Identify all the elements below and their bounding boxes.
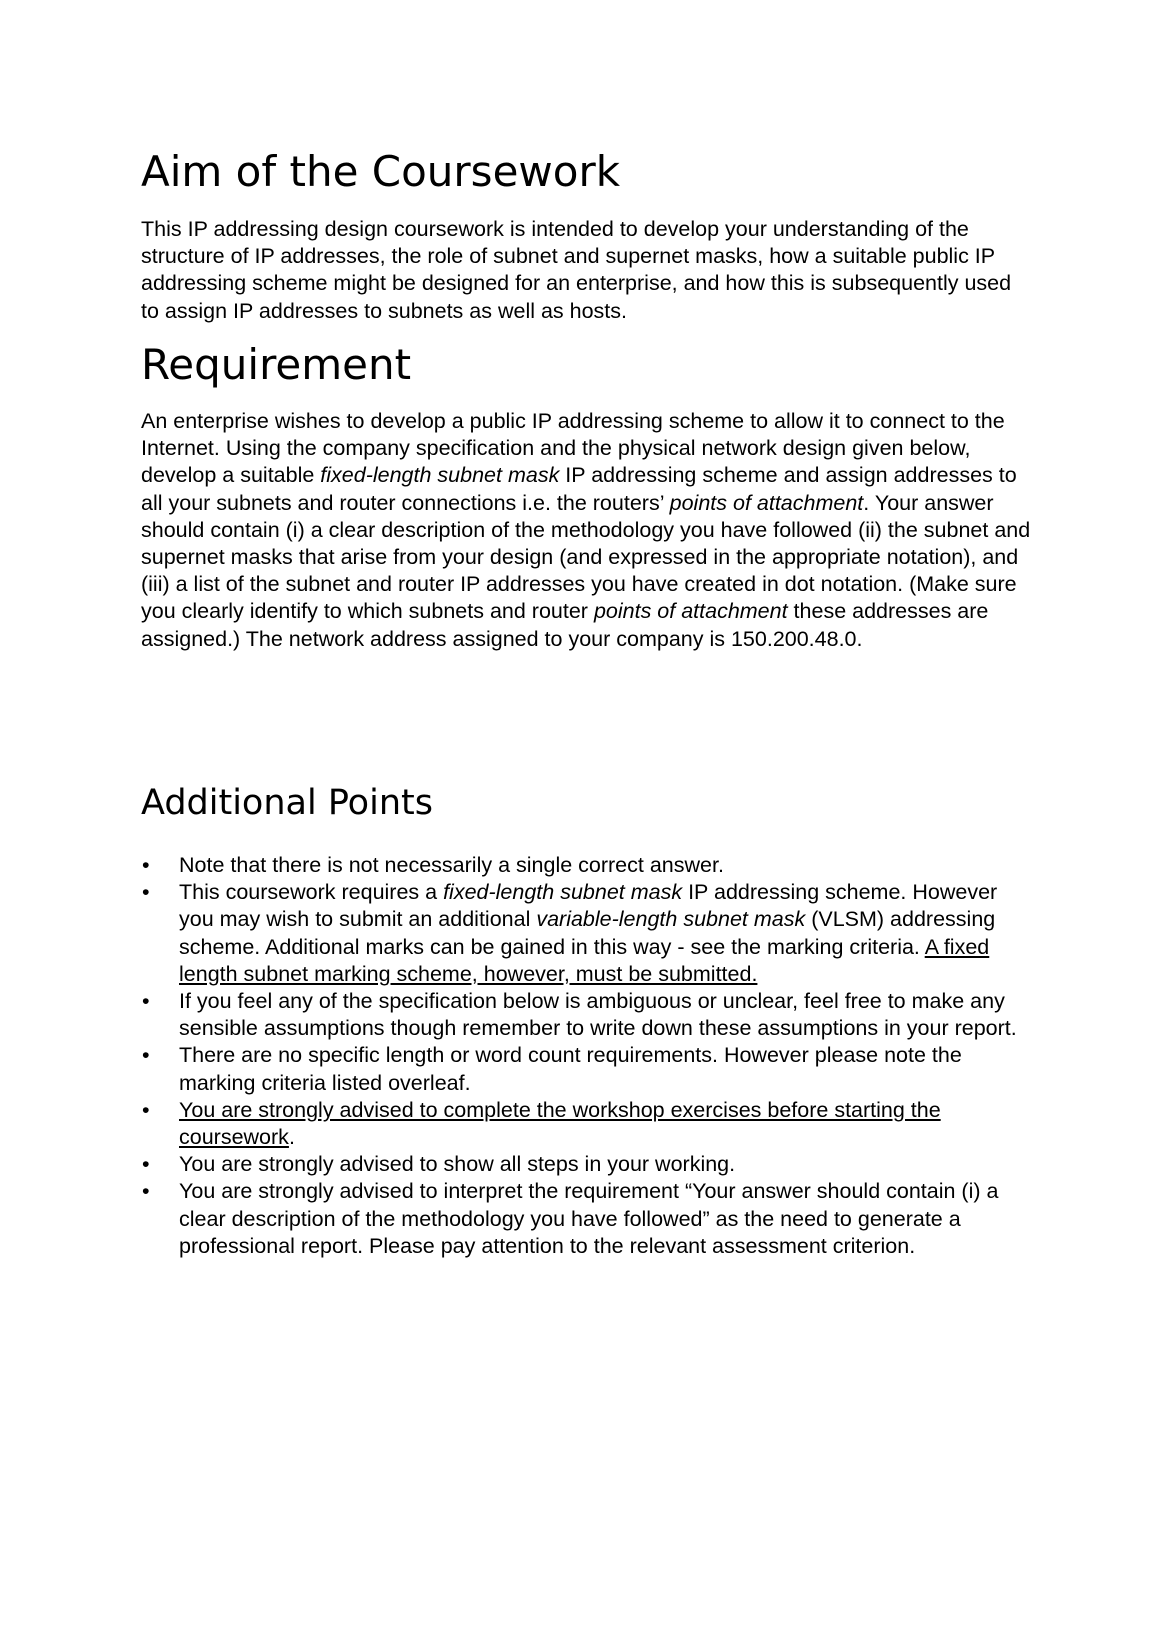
requirement-text-2: IP addressing scheme and assign addresses to all your subnets and router connections i.e. the routers’ bbox=[141, 463, 1017, 515]
list-item-underline: You are strongly advised to complete the workshop exercises before starting the coursework bbox=[179, 1097, 941, 1150]
requirement-text-4: these addresses are assigned.) The network address assigned to your company is 150.200.48.0. bbox=[141, 599, 989, 651]
requirement-em-3: points of attachment bbox=[593, 599, 788, 624]
list-item-underline: A fixed length subnet marking scheme, however, must be submitted. bbox=[179, 934, 990, 986]
bullet-icon: • bbox=[142, 1152, 150, 1177]
requirement-text-1: An enterprise wishes to develop a public IP addressing scheme to allow it to connect to the Internet. Using the company specification and the physical network design given below, develop a suitable bbox=[141, 409, 1005, 488]
requirement-paragraph bbox=[141, 408, 1031, 653]
list-item-text: (VLSM) addressing scheme. Additional marks can be gained in this way - see the marking criteria. bbox=[179, 907, 996, 959]
list-item bbox=[141, 1097, 1031, 1151]
list-item bbox=[141, 852, 1031, 879]
list-item-text: Note that there is not necessarily a single correct answer. bbox=[179, 853, 724, 877]
list-item-text: You are strongly advised to show all steps in your working. bbox=[179, 1152, 736, 1177]
aim-paragraph: This IP addressing design coursework is intended to develop your understanding of the structure of IP addresses, the role of subnet and supernet masks, how a suitable public IP addressing scheme might be designed for an enterprise, and how this is subsequently used to assign IP addresses to subnets as well as hosts. bbox=[141, 217, 1012, 323]
list-item-text: IP addressing scheme. However you may wish to submit an additional bbox=[179, 880, 998, 932]
bullet-icon: • bbox=[142, 880, 150, 905]
list-item-text: . bbox=[288, 1125, 295, 1150]
requirement-heading: Requirement bbox=[141, 340, 412, 389]
list-item-text: You are strongly advised to interpret the requirement “Your answer should contain (i) a clear description of the methodology you have followed” as the need to generate a professional report. Please pay attention to the relevant assessment criterion. bbox=[179, 1179, 999, 1258]
list-item bbox=[141, 1178, 1031, 1260]
bullet-icon: • bbox=[142, 853, 150, 877]
list-item-text: If you feel any of the specification below is ambiguous or unclear, feel free to make any sensible assumptions though remember to write down these assumptions in your report. bbox=[179, 989, 1017, 1041]
additional-points-list bbox=[141, 852, 1031, 1260]
additional-points-heading: Additional Points bbox=[141, 783, 433, 823]
list-item-text: There are no specific length or word count requirements. However please note the marking criteria listed overleaf. bbox=[179, 1043, 962, 1095]
bullet-icon: • bbox=[142, 1097, 150, 1122]
requirement-em-1: fixed-length subnet mask bbox=[320, 463, 560, 488]
bullet-icon: • bbox=[142, 1179, 150, 1204]
list-item bbox=[141, 988, 1031, 1042]
requirement-text-3: . Your answer should contain (i) a clear description of the methodology you have followed (ii) the subnet and supernet masks that arise from your design (and expressed in the appropriate notation), and (iii) a list of the subnet and router IP addresses you have created in dot notation. (Make sure you clearly identify to which subnets and router bbox=[141, 490, 1031, 624]
bullet-icon: • bbox=[142, 989, 150, 1014]
list-item-text: This coursework requires a bbox=[179, 880, 444, 905]
list-item bbox=[141, 1151, 1031, 1178]
list-item bbox=[141, 1042, 1031, 1096]
list-item-em: variable-length subnet mask bbox=[536, 907, 806, 932]
aim-heading: Aim of the Coursework bbox=[141, 147, 621, 196]
bullet-icon: • bbox=[142, 1043, 150, 1068]
list-item bbox=[141, 879, 1031, 988]
list-item-em: fixed-length subnet mask bbox=[443, 880, 683, 905]
requirement-em-2: points of attachment bbox=[669, 490, 864, 515]
